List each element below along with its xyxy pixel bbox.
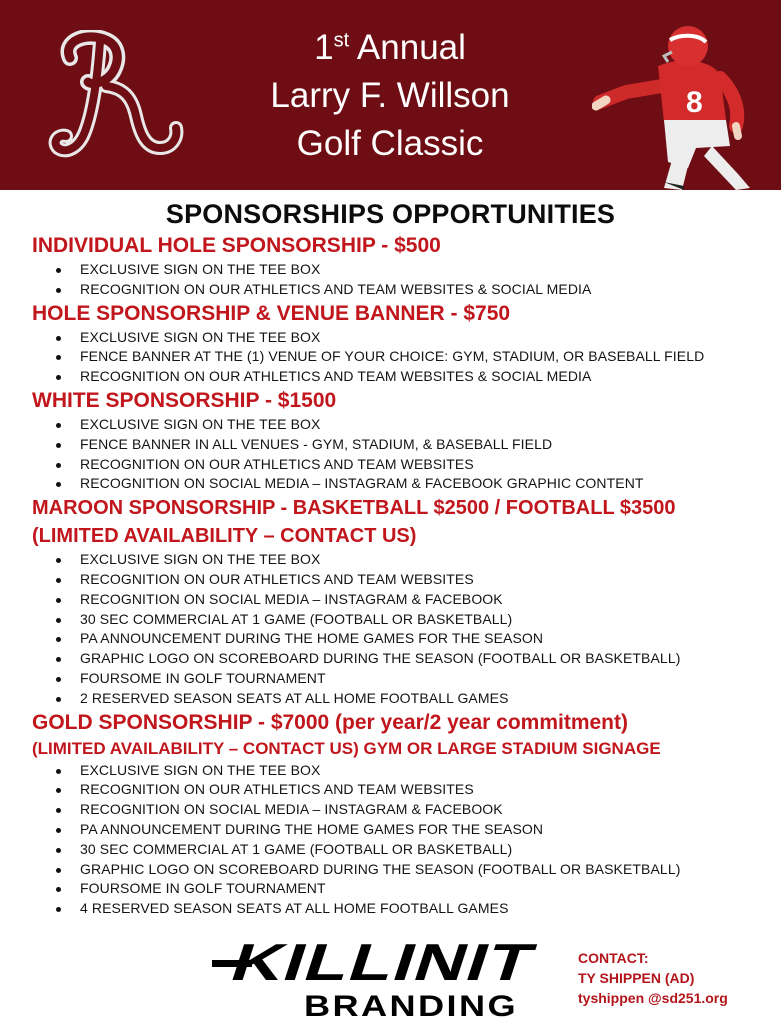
bullet-dot <box>56 907 61 912</box>
tier-individual-hole <box>0 232 781 300</box>
tier-benefits <box>0 260 781 300</box>
tier-white <box>0 387 781 494</box>
tier-subtitle: (LIMITED AVAILABILITY – CONTACT US) <box>32 525 417 548</box>
bullet-dot <box>56 598 61 603</box>
benefit-item: PA ANNOUNCEMENT DURING THE HOME GAMES FOR THE SEASON <box>0 629 781 649</box>
tier-title: GOLD SPONSORSHIP - $7000 (per year/2 year commitment) <box>32 710 628 734</box>
bullet-dot <box>56 268 61 273</box>
football-player-image <box>592 22 762 190</box>
bullet-dot <box>56 868 61 873</box>
benefit-item: FOURSOME IN GOLF TOURNAMENT <box>0 879 781 899</box>
tier-benefits <box>0 761 781 919</box>
tier-gold <box>0 709 781 919</box>
bullet-dot <box>56 697 61 702</box>
benefit-item: EXCLUSIVE SIGN ON THE TEE BOX <box>0 260 781 280</box>
benefit-item: FENCE BANNER IN ALL VENUES - GYM, STADIUM, & BASEBALL FIELD <box>0 435 781 455</box>
bullet-dot <box>56 677 61 682</box>
tier-maroon <box>0 494 781 708</box>
title-line-1: 1st Annual <box>314 28 466 67</box>
killinit-branding-logo <box>208 930 538 1022</box>
contact-email[interactable]: tyshippen @sd251.org <box>578 990 728 1006</box>
benefit-item: RECOGNITION ON OUR ATHLETICS AND TEAM WEBSITES <box>0 570 781 590</box>
sponsorship-content <box>0 196 781 919</box>
svg-text:8: 8 <box>686 86 703 119</box>
tier-title: HOLE SPONSORSHIP & VENUE BANNER - $750 <box>32 301 511 325</box>
bullet-dot <box>56 828 61 833</box>
page-heading: SPONSORSHIPS OPPORTUNITIES <box>165 199 616 229</box>
bullet-dot <box>56 578 61 583</box>
benefit-item: RECOGNITION ON OUR ATHLETICS AND TEAM WEBSITES <box>0 455 781 475</box>
bullet-dot <box>56 558 61 563</box>
bullet-dot <box>56 336 61 341</box>
bullet-dot <box>56 423 61 428</box>
tier-title: INDIVIDUAL HOLE SPONSORSHIP - $500 <box>32 234 441 257</box>
bullet-dot <box>56 769 61 774</box>
benefit-item: FENCE BANNER AT THE (1) VENUE OF YOUR CHOICE: GYM, STADIUM, OR BASEBALL FIELD <box>0 347 781 367</box>
svg-text:BRANDING: BRANDING <box>304 990 518 1022</box>
benefit-item: 2 RESERVED SEASON SEATS AT ALL HOME FOOTBALL GAMES <box>0 689 781 709</box>
contact-info <box>578 948 728 1008</box>
benefit-item: GRAPHIC LOGO ON SCOREBOARD DURING THE SEASON (FOOTBALL OR BASKETBALL) <box>0 860 781 880</box>
benefit-item: 30 SEC COMMERCIAL AT 1 GAME (FOOTBALL OR BASKETBALL) <box>0 840 781 860</box>
benefit-item: RECOGNITION ON OUR ATHLETICS AND TEAM WEBSITES & SOCIAL MEDIA <box>0 280 781 300</box>
tier-title: WHITE SPONSORSHIP - $1500 <box>32 388 337 412</box>
benefit-item: RECOGNITION ON SOCIAL MEDIA – INSTAGRAM & FACEBOOK <box>0 590 781 610</box>
title-line-2: Larry F. Willson <box>270 76 510 115</box>
contact-label: CONTACT: <box>578 950 649 966</box>
benefit-item: EXCLUSIVE SIGN ON THE TEE BOX <box>0 550 781 570</box>
bullet-dot <box>56 848 61 853</box>
benefit-item: RECOGNITION ON OUR ATHLETICS AND TEAM WEBSITES <box>0 780 781 800</box>
benefit-item: 4 RESERVED SEASON SEATS AT ALL HOME FOOTBALL GAMES <box>0 899 781 919</box>
benefit-item: RECOGNITION ON SOCIAL MEDIA – INSTAGRAM & FACEBOOK <box>0 800 781 820</box>
tier-benefits <box>0 415 781 494</box>
bullet-dot <box>56 808 61 813</box>
tier-subtitle: (LIMITED AVAILABILITY – CONTACT US) GYM OR LARGE STADIUM SIGNAGE <box>32 738 661 758</box>
bullet-dot <box>56 443 61 448</box>
benefit-item: RECOGNITION ON OUR ATHLETICS AND TEAM WEBSITES & SOCIAL MEDIA <box>0 367 781 387</box>
bullet-dot <box>56 657 61 662</box>
tier-title: MAROON SPONSORSHIP - BASKETBALL $2500 / FOOTBALL $3500 <box>32 497 676 520</box>
event-title <box>210 24 570 168</box>
tier-hole-venue-banner <box>0 300 781 387</box>
bullet-dot <box>56 482 61 487</box>
script-r-logo <box>48 30 188 166</box>
benefit-item: GRAPHIC LOGO ON SCOREBOARD DURING THE SEASON (FOOTBALL OR BASKETBALL) <box>0 649 781 669</box>
benefit-item: EXCLUSIVE SIGN ON THE TEE BOX <box>0 415 781 435</box>
footer <box>0 928 781 1024</box>
contact-name: TY SHIPPEN (AD) <box>578 970 695 986</box>
benefit-item: PA ANNOUNCEMENT DURING THE HOME GAMES FOR THE SEASON <box>0 820 781 840</box>
bullet-dot <box>56 788 61 793</box>
bullet-dot <box>56 887 61 892</box>
bullet-dot <box>56 463 61 468</box>
tier-benefits <box>0 328 781 387</box>
benefit-item: RECOGNITION ON SOCIAL MEDIA – INSTAGRAM & FACEBOOK GRAPHIC CONTENT <box>0 474 781 494</box>
bullet-dot <box>56 375 61 380</box>
bullet-dot <box>56 288 61 293</box>
bullet-dot <box>56 637 61 642</box>
benefit-item: FOURSOME IN GOLF TOURNAMENT <box>0 669 781 689</box>
title-line-3: Golf Classic <box>296 124 484 163</box>
bullet-dot <box>56 355 61 360</box>
header-banner <box>0 0 781 190</box>
benefit-item: EXCLUSIVE SIGN ON THE TEE BOX <box>0 328 781 348</box>
benefit-item: EXCLUSIVE SIGN ON THE TEE BOX <box>0 761 781 781</box>
svg-text:KILLINIT: KILLINIT <box>223 934 465 992</box>
benefit-item: 30 SEC COMMERCIAL AT 1 GAME (FOOTBALL OR BASKETBALL) <box>0 610 781 630</box>
bullet-dot <box>56 618 61 623</box>
tier-benefits <box>0 550 781 708</box>
